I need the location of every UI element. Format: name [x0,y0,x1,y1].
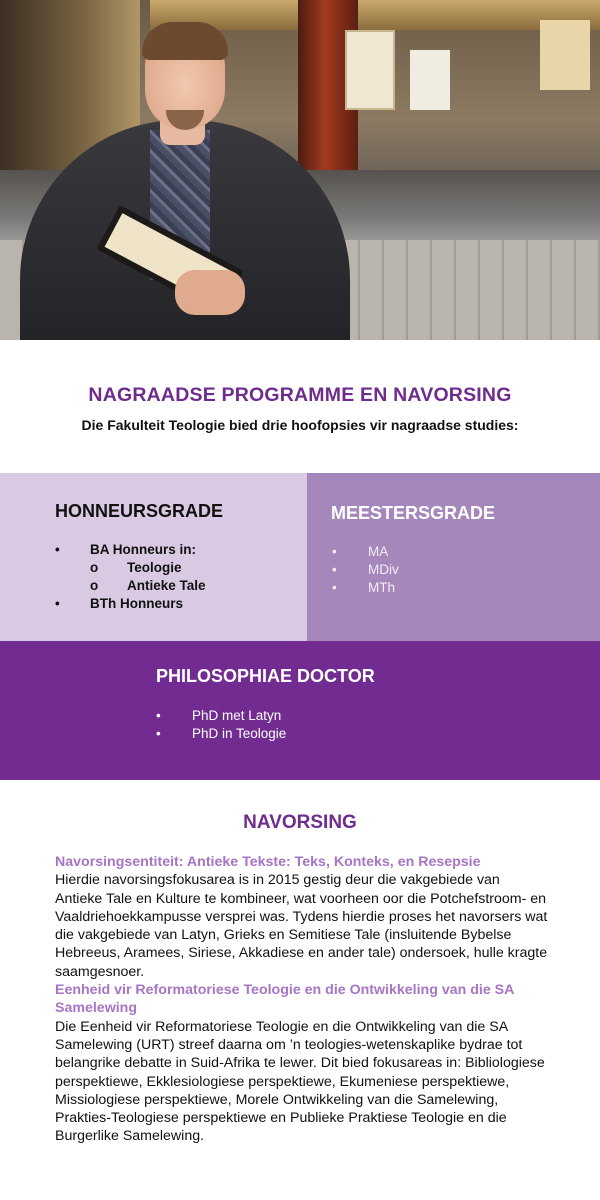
phd-title: PHILOSOPHIAE DOCTOR [156,666,375,686]
sub-list-item-label: Teologie [127,560,182,575]
photo-sign [410,50,450,110]
research-unit-heading: Eenheid vir Reformatoriese Teologie en die Ontwikkeling van die SA Samelewing [55,982,514,1017]
research-body [55,853,550,1146]
bullet-icon: • [332,580,337,595]
list-item [332,579,399,597]
sub-list-item [55,577,206,595]
photo-sign [540,20,590,90]
research-entity-text: Hierdie navorsingsfokusarea is in 2015 gestig deur die vakgebiede van Antieke Tale en Kulture te kombineer, wat voorheen oor die Potchefstroom- en Vaaldriehoekkampusse versprei was. Tydens hierdie proses het navorsers wat die vakgebiede van Latyn, Grieks en Semitiese Tale (insluitende Bybelse Hebreeus, Aramees, Siriese, Akkadiese en ander tale) ondersoek, hulle kragte saamgesnoer. [55,872,548,980]
photo-hand [175,270,245,315]
list-item [156,725,286,743]
research-title: NAVORSING [243,812,357,833]
phd-list [156,707,286,743]
list-item-label: BTh Honneurs [90,596,183,611]
page-subtitle: Die Fakulteit Teologie bied drie hoofopsies vir nagraadse studies: [81,417,519,433]
page-title: NAGRAADSE PROGRAMME EN NAVORSING [88,384,512,406]
phd-section [0,641,600,780]
sub-bullet-icon: o [90,560,99,575]
honours-title: HONNEURSGRADE [55,501,224,521]
hero-photo [0,0,600,340]
bullet-icon: • [55,596,60,611]
list-item [55,595,206,613]
bullet-icon: • [332,544,337,559]
list-item-label: MA [368,544,389,559]
list-item [332,561,399,579]
list-item-label: MDiv [368,562,399,577]
bullet-icon: • [55,542,60,557]
sub-list-item [55,559,206,577]
bullet-icon: • [156,708,161,723]
bullet-icon: • [156,726,161,741]
list-item-label: PhD in Teologie [192,726,287,741]
sub-bullet-icon: o [90,578,99,593]
list-item-label: BA Honneurs in: [90,542,196,557]
list-item-label: PhD met Latyn [192,708,282,723]
list-item [156,707,286,725]
list-item [332,543,399,561]
list-item-label: MTh [368,580,395,595]
masters-title: MEESTERSGRADE [331,503,496,523]
photo-sign [345,30,395,110]
masters-section [307,473,600,641]
photo-hair [142,22,228,60]
photo-awning [150,0,600,30]
masters-list [332,543,399,597]
honours-section [0,473,307,641]
honours-list [55,541,206,613]
research-entity-heading: Navorsingsentiteit: Antieke Tekste: Teks, Konteks, en Resepsie [55,854,481,870]
sub-list-item-label: Antieke Tale [127,578,206,593]
bullet-icon: • [332,562,337,577]
research-unit-text: Die Eenheid vir Reformatoriese Teologie en die Ontwikkeling van die SA Samelewing (URT) streef daarna om ’n teologies-wetenskaplike bydrae tot belangrike debatte in Suid-Afrika te lewer. Dit bied fokusareas in: Bibliologiese perspektiewe, Ekklesiologiese perspektiewe, Ekumeniese perspektiewe, Missiologiese perspektiewe, Morele Ontwikkeling van die Samelewing, Prakties-Teologiese perspektiewe en Publieke Praktiese Teologie en die Burgerlike Samelewing. [55,1018,545,1145]
list-item [55,541,206,559]
